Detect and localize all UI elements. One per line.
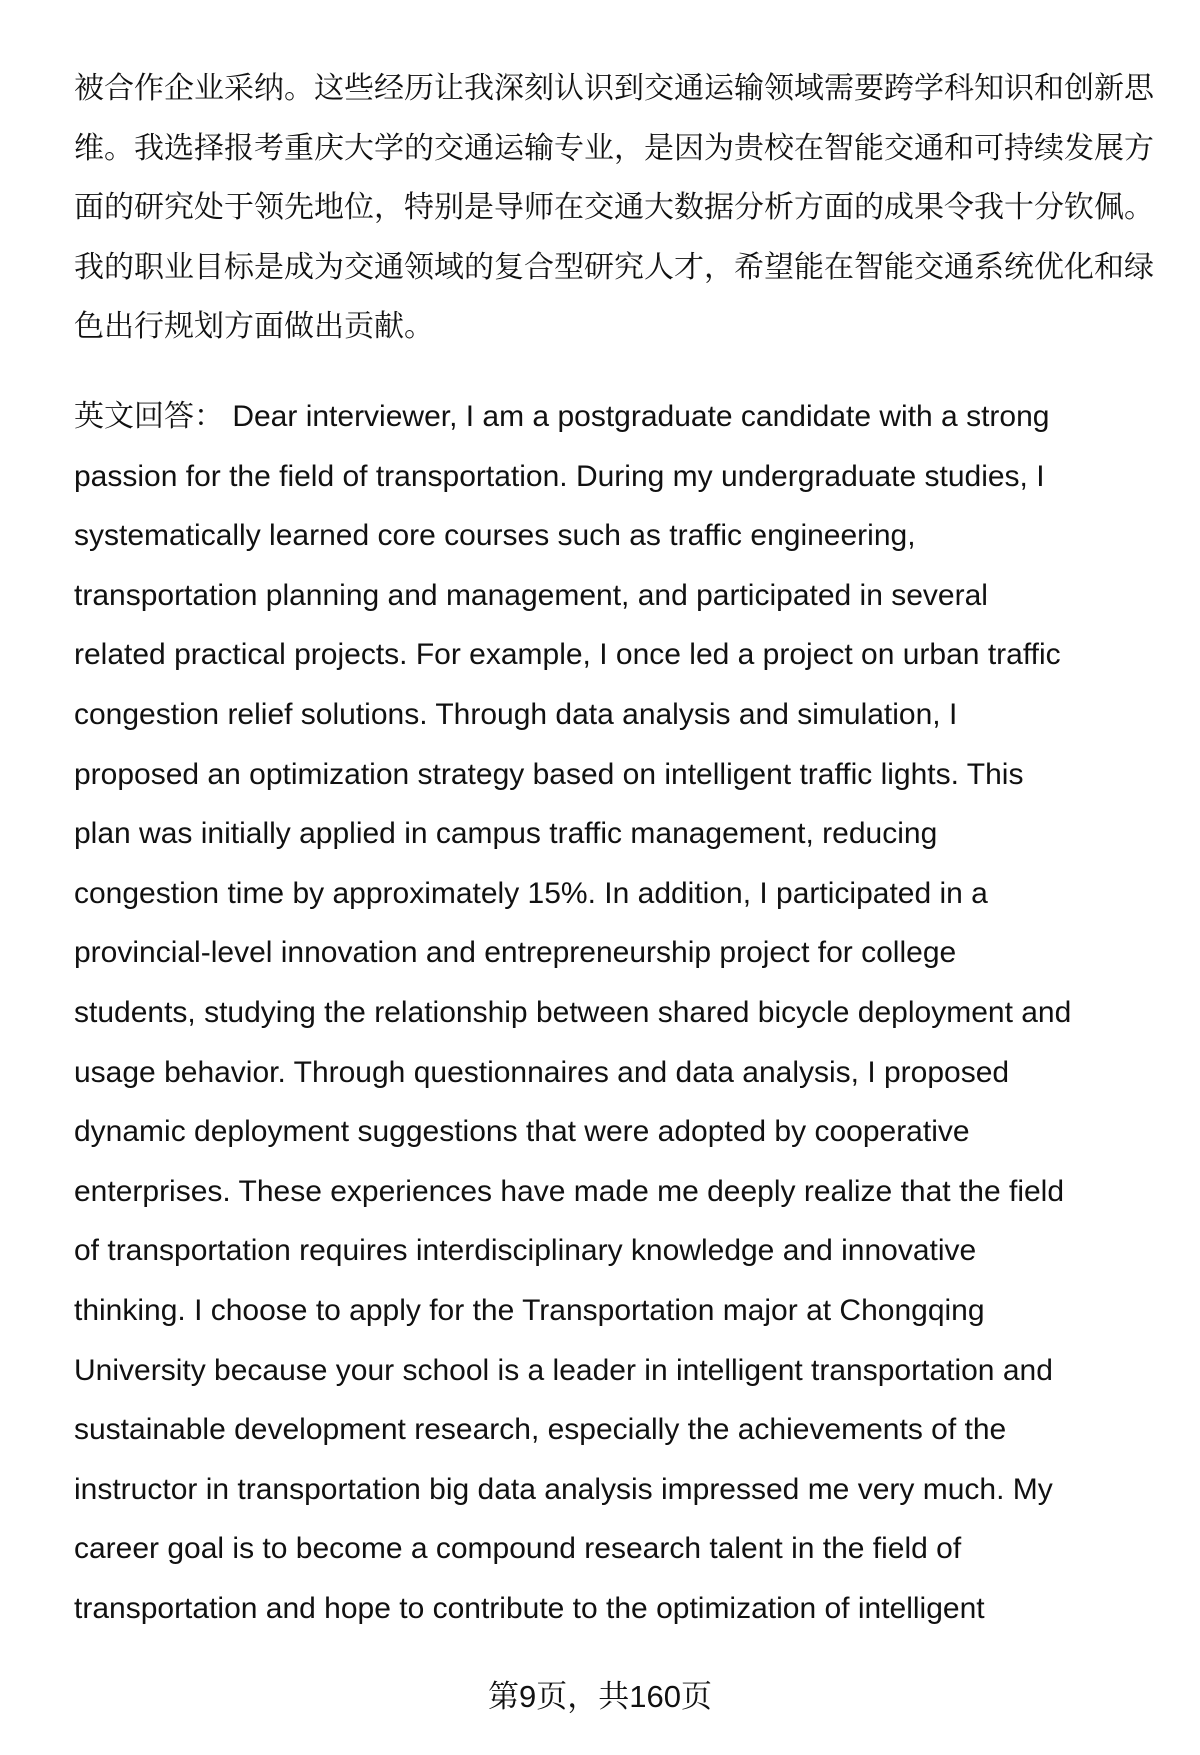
text-line: career goal is to become a compound research talent in the field of — [74, 1532, 962, 1566]
chinese-paragraph — [74, 59, 1174, 357]
text-line: transportation planning and management, and participated in several — [74, 578, 988, 612]
text-line: 面的研究处于领先地位，特别是导师在交通大数据分析方面的成果令我十分钦佩。 — [74, 191, 1154, 225]
text-line: congestion relief solutions. Through data analysis and simulation, I — [74, 697, 958, 731]
text-line: 被合作企业采纳。这些经历让我深刻认识到交通运输领域需要跨学科知识和创新思 — [74, 72, 1154, 105]
text-line: 维。我选择报考重庆大学的交通运输专业，是因为贵校在智能交通和可持续发展方 — [74, 131, 1154, 165]
text-line: thinking. I choose to apply for the Transportation major at Chongqing — [74, 1293, 985, 1327]
page-number-footer: 第9页，共160页 — [488, 1679, 712, 1714]
text-line: transportation and hope to contribute to the optimization of intelligent — [74, 1591, 985, 1625]
text-line: usage behavior. Through questionnaires and data analysis, I proposed — [74, 1055, 1010, 1089]
text-line: passion for the field of transportation. During my undergraduate studies, I — [74, 459, 1045, 493]
text-line: related practical projects. For example, I once led a project on urban traffic — [74, 638, 1061, 672]
text-line: of transportation requires interdisciplinary knowledge and innovative — [74, 1234, 977, 1268]
text-line: congestion time by approximately 15%. In addition, I participated in a — [74, 876, 988, 910]
text-line: 我的职业目标是成为交通领域的复合型研究人才，希望能在智能交通系统优化和绿 — [74, 250, 1154, 284]
text-line: proposed an optimization strategy based on intelligent traffic lights. This — [74, 757, 1024, 791]
text-line: plan was initially applied in campus traffic management, reducing — [74, 817, 938, 851]
text-line: University because your school is a leader in intelligent transportation and — [74, 1353, 1053, 1387]
english-answer-paragraph — [74, 387, 1174, 1638]
text-line: 英文回答： Dear interviewer, I am a postgraduate candidate with a strong — [74, 400, 1050, 433]
text-line: dynamic deployment suggestions that were adopted by cooperative — [74, 1115, 970, 1149]
text-line: 色出行规划方面做出贡献。 — [74, 310, 434, 344]
text-line: sustainable development research, especially the achievements of the — [74, 1413, 1007, 1447]
text-line: systematically learned core courses such as traffic engineering, — [74, 519, 916, 553]
text-line: students, studying the relationship between shared bicycle deployment and — [74, 995, 1072, 1029]
text-line: provincial-level innovation and entrepreneurship project for college — [74, 936, 957, 970]
text-line: instructor in transportation big data analysis impressed me very much. My — [74, 1472, 1053, 1506]
text-line: enterprises. These experiences have made me deeply realize that the field — [74, 1174, 1065, 1208]
